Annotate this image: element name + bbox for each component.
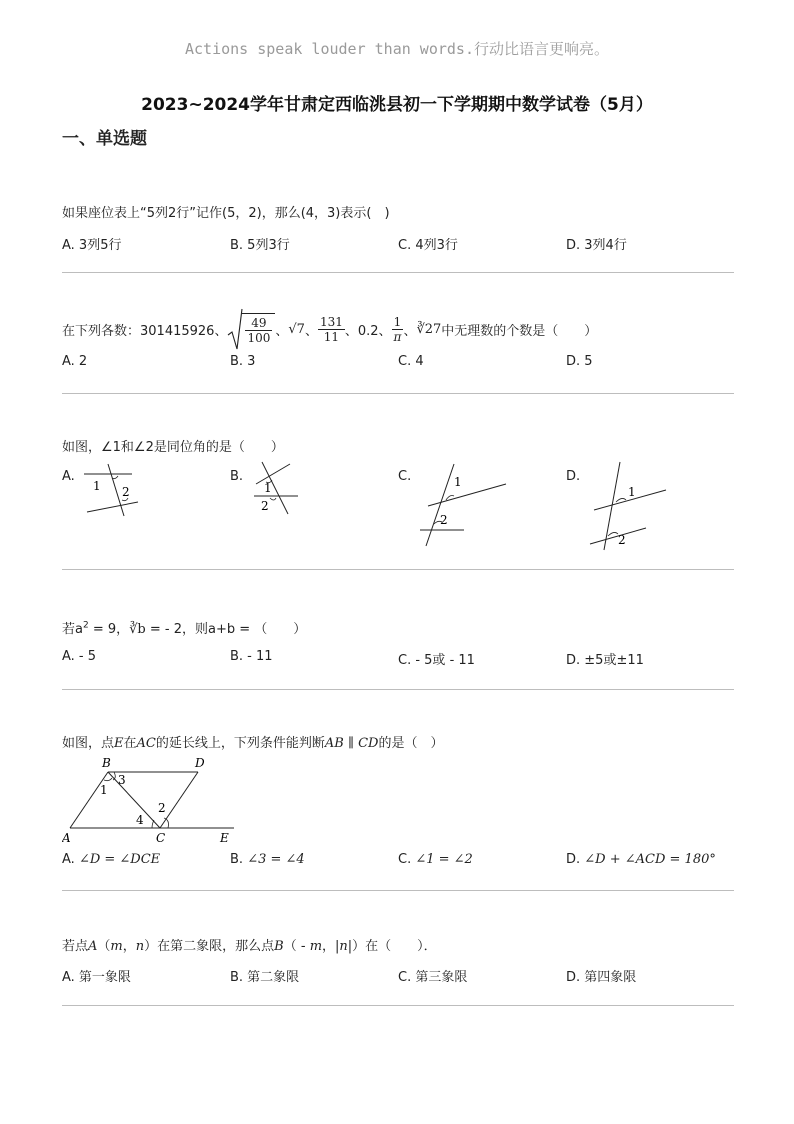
option-d[interactable]: D. 5 bbox=[566, 354, 593, 369]
option-b[interactable]: B. 3 bbox=[230, 354, 256, 369]
stem-text: 如图，点 bbox=[62, 736, 115, 751]
sqrt-seven: √7 bbox=[288, 321, 305, 337]
separator: 、0.2、 bbox=[344, 323, 392, 339]
label-b: B bbox=[102, 756, 111, 770]
question-stem: 如果座位表上“5列2行”记作(5，2)，那么(4，3)表示( ) bbox=[62, 206, 390, 221]
fraction-numerator: 49 bbox=[245, 316, 272, 331]
option-b[interactable]: B. 5列3行 bbox=[230, 238, 290, 253]
stem-suffix: 中无理数的个数是（ ） bbox=[441, 323, 598, 339]
question-stem bbox=[62, 732, 444, 751]
point-a: A bbox=[88, 939, 98, 954]
fraction-denominator: π bbox=[393, 329, 402, 344]
angle-2-label: 2 bbox=[158, 801, 166, 815]
exam-title: 2023~2024学年甘肃定西临洮县初一下学期期中数学试卷（5月） bbox=[141, 95, 653, 115]
angle-1-label: 1 bbox=[628, 485, 636, 499]
fraction-131-11 bbox=[318, 315, 345, 344]
separator: 、 bbox=[403, 323, 417, 339]
point-e: E bbox=[114, 736, 124, 751]
exponent: 2 bbox=[82, 620, 89, 631]
sqrt-expression bbox=[227, 307, 275, 351]
fraction-denominator: 100 bbox=[247, 331, 271, 345]
option-b[interactable]: B. bbox=[230, 469, 244, 484]
section-heading: 一、单选题 bbox=[62, 129, 147, 149]
angle-2-label: 2 bbox=[440, 513, 448, 527]
cube-root-b: ∛b bbox=[129, 622, 146, 637]
divider bbox=[62, 393, 734, 394]
angle-2-label: 2 bbox=[618, 533, 626, 547]
angle-1-label: 1 bbox=[93, 479, 101, 493]
stem-text: 的是（ ） bbox=[378, 736, 444, 751]
page-motto: Actions speak louder than words.行动比语言更响亮。 bbox=[185, 40, 609, 58]
sqrt-fraction bbox=[242, 313, 275, 345]
divider bbox=[62, 1005, 734, 1006]
option-c[interactable]: C. 4 bbox=[398, 354, 424, 369]
question-stem bbox=[62, 618, 306, 637]
stem-prefix: 若a bbox=[62, 622, 83, 637]
option-d[interactable]: D. ∠D + ∠ACD = 180° bbox=[566, 852, 716, 867]
option-c[interactable]: C. bbox=[398, 469, 412, 484]
stem-prefix: 在下列各数：301415926、 bbox=[62, 323, 228, 339]
option-a[interactable]: A. - 5 bbox=[62, 649, 97, 664]
option-b[interactable]: B. ∠3 = ∠4 bbox=[230, 852, 305, 867]
cube-root-27: ∛27 bbox=[416, 321, 442, 337]
option-d[interactable]: D. 3列4行 bbox=[566, 238, 627, 253]
option-c[interactable]: C. ∠1 = ∠2 bbox=[398, 852, 473, 867]
question-stem: 若点A（m，n）在第二象限，那么点B（ - m，|n|）在（ ）． bbox=[62, 939, 437, 954]
option-d[interactable]: D. bbox=[566, 469, 581, 484]
figure-parallelogram bbox=[62, 754, 242, 844]
angle-4-label: 4 bbox=[136, 813, 144, 827]
var-n: n bbox=[339, 939, 348, 954]
option-a[interactable]: A. ∠D = ∠DCE bbox=[62, 852, 161, 867]
var-m: m bbox=[309, 939, 323, 954]
label-d: D bbox=[195, 756, 205, 770]
parallel-condition: AB ∥ CD bbox=[324, 736, 379, 751]
figure-option-c bbox=[418, 460, 514, 550]
question-stem bbox=[62, 306, 597, 352]
stem-text: 的延长线上，下列条件能判断 bbox=[155, 736, 325, 751]
divider bbox=[62, 569, 734, 570]
separator: 、 bbox=[304, 323, 318, 339]
var-m: m bbox=[110, 939, 123, 954]
divider bbox=[62, 272, 734, 273]
option-b[interactable]: B. 第二象限 bbox=[230, 970, 300, 985]
option-a[interactable]: A. 第一象限 bbox=[62, 970, 131, 985]
angle-1-label: 1 bbox=[264, 481, 272, 495]
fraction-denominator: 11 bbox=[323, 329, 340, 344]
angle-3-label: 3 bbox=[118, 773, 126, 787]
fraction-numerator: 1 bbox=[392, 315, 404, 330]
angle-1-label: 1 bbox=[454, 475, 462, 489]
figure-option-a bbox=[82, 460, 142, 522]
option-a[interactable]: A. bbox=[62, 469, 75, 484]
fraction-one-over-pi bbox=[392, 315, 404, 344]
angle-2-label: 2 bbox=[122, 485, 130, 499]
option-c[interactable]: C. 4列3行 bbox=[398, 238, 458, 253]
option-d[interactable]: D. ±5或±11 bbox=[566, 653, 644, 668]
option-a[interactable]: A. 2 bbox=[62, 354, 88, 369]
option-math: ∠3 = ∠4 bbox=[247, 852, 305, 867]
label-a: A bbox=[62, 831, 71, 844]
stem-suffix: = - 2，则a+b = （ ） bbox=[145, 622, 307, 637]
angle-1-label: 1 bbox=[100, 783, 108, 797]
option-math: ∠D = ∠DCE bbox=[78, 852, 161, 867]
var-n: n bbox=[135, 939, 145, 954]
stem-text: 在 bbox=[123, 736, 137, 751]
option-a[interactable]: A. 3列5行 bbox=[62, 238, 122, 253]
option-d[interactable]: D. 第四象限 bbox=[566, 970, 637, 985]
segment-ac: AC bbox=[136, 736, 156, 751]
option-b[interactable]: B. - 11 bbox=[230, 649, 273, 664]
label-c: C bbox=[156, 831, 166, 844]
point-b: B bbox=[274, 939, 284, 954]
option-math: ∠1 = ∠2 bbox=[415, 852, 473, 867]
angle-2-label: 2 bbox=[261, 499, 269, 513]
option-math: ∠D + ∠ACD = 180° bbox=[584, 852, 716, 867]
question-stem: 如图，∠1和∠2是同位角的是（ ） bbox=[62, 440, 284, 455]
fraction-numerator: 131 bbox=[319, 314, 343, 329]
divider bbox=[62, 689, 734, 690]
figure-option-b bbox=[250, 458, 310, 520]
option-c[interactable]: C. 第三象限 bbox=[398, 970, 468, 985]
figure-option-d bbox=[586, 458, 670, 552]
radical-sign bbox=[227, 307, 243, 351]
divider bbox=[62, 890, 734, 891]
label-e: E bbox=[220, 831, 229, 844]
option-c[interactable]: C. - 5或 - 11 bbox=[398, 653, 475, 668]
separator: 、 bbox=[275, 323, 289, 339]
stem-middle: = 9， bbox=[88, 622, 130, 637]
